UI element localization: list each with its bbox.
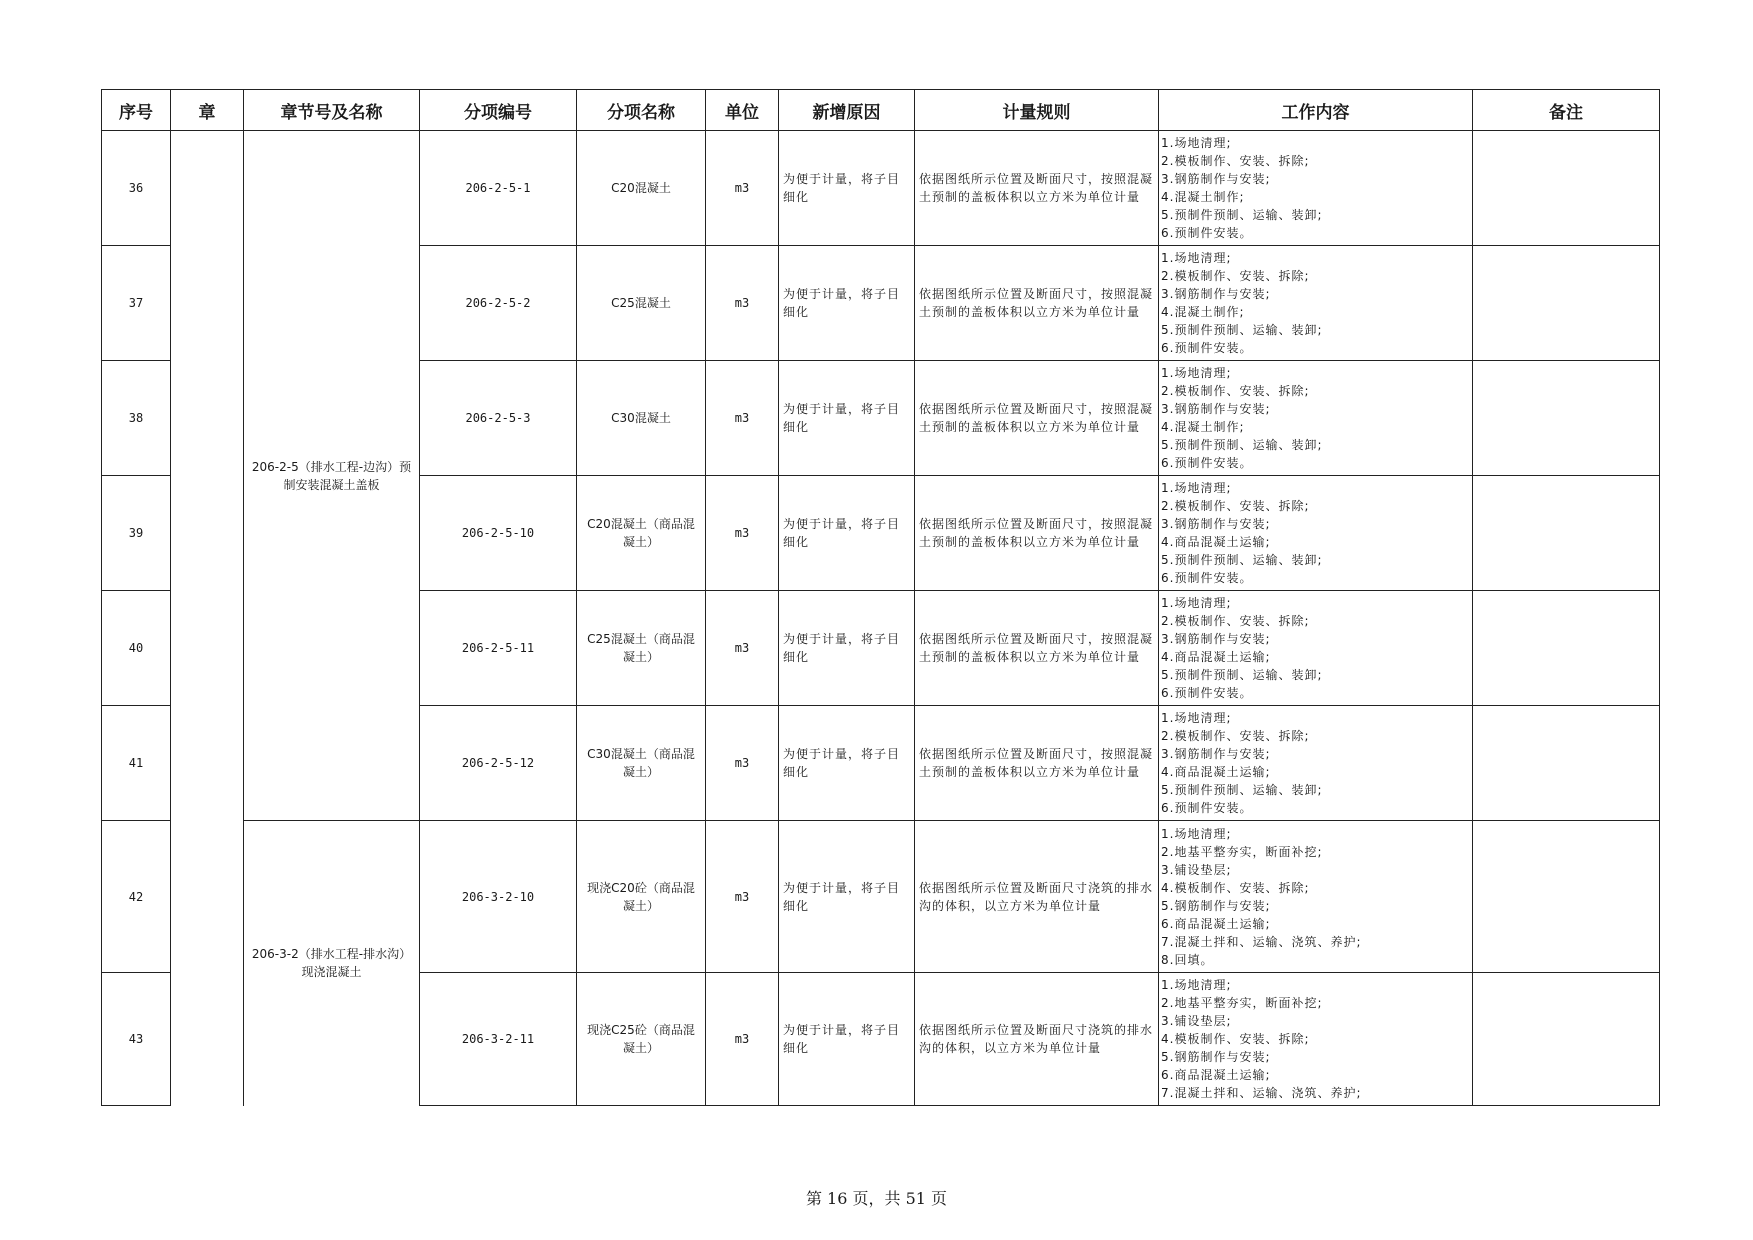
work-content-cell: 1.场地清理; 2.地基平整夯实，断面补挖; 3.铺设垫层; 4.模板制作、安装、拆除; 5.钢筋制作与安装; 6.商品混凝土运输; 7.混凝土拌和、运输、浇筑、养护;	[1159, 973, 1473, 1106]
remark-cell	[1473, 591, 1660, 706]
rule-cell: 依据图纸所示位置及断面尺寸浇筑的排水沟的体积，以立方米为单位计量	[915, 973, 1159, 1106]
item-code-cell: 206-2-5-2	[420, 246, 577, 361]
remark-cell	[1473, 821, 1660, 973]
remark-cell	[1473, 973, 1660, 1106]
item-code-cell: 206-2-5-3	[420, 361, 577, 476]
seq-cell: 41	[102, 706, 171, 821]
unit-cell: m3	[706, 361, 779, 476]
seq-cell: 37	[102, 246, 171, 361]
rule-cell: 依据图纸所示位置及断面尺寸，按照混凝土预制的盖板体积以立方米为单位计量	[915, 361, 1159, 476]
item-code-cell: 206-2-5-12	[420, 706, 577, 821]
page-footer: 第 16 页，共 51 页	[805, 1189, 948, 1208]
seq-cell: 39	[102, 476, 171, 591]
reason-cell: 为便于计量，将子目细化	[779, 476, 915, 591]
item-code-cell: 206-2-5-1	[420, 131, 577, 246]
section-cell: 206-2-5（排水工程-边沟）预制安装混凝土盖板	[244, 131, 420, 821]
reason-cell: 为便于计量，将子目细化	[779, 821, 915, 973]
rule-cell: 依据图纸所示位置及断面尺寸，按照混凝土预制的盖板体积以立方米为单位计量	[915, 706, 1159, 821]
table-row	[102, 131, 1660, 246]
remark-cell	[1473, 246, 1660, 361]
measurement-table-sheet	[101, 89, 1659, 1111]
header-unit: 单位	[706, 90, 779, 131]
reason-cell: 为便于计量，将子目细化	[779, 591, 915, 706]
remark-cell	[1473, 476, 1660, 591]
item-name-cell: C25混凝土（商品混凝土）	[577, 591, 706, 706]
unit-cell: m3	[706, 246, 779, 361]
header-seq: 序号	[102, 90, 171, 131]
reason-cell: 为便于计量，将子目细化	[779, 131, 915, 246]
item-code-cell: 206-3-2-11	[420, 973, 577, 1106]
header-remark: 备注	[1473, 90, 1660, 131]
header-item-name: 分项名称	[577, 90, 706, 131]
work-content-cell: 1.场地清理; 2.模板制作、安装、拆除; 3.钢筋制作与安装; 4.混凝土制作; 5.预制件预制、运输、装卸; 6.预制件安装。	[1159, 246, 1473, 361]
remark-cell	[1473, 706, 1660, 821]
reason-cell: 为便于计量，将子目细化	[779, 706, 915, 821]
unit-cell: m3	[706, 131, 779, 246]
unit-cell: m3	[706, 821, 779, 973]
reason-cell: 为便于计量，将子目细化	[779, 246, 915, 361]
item-code-cell: 206-2-5-11	[420, 591, 577, 706]
reason-cell: 为便于计量，将子目细化	[779, 361, 915, 476]
item-code-cell: 206-3-2-10	[420, 821, 577, 973]
item-name-cell: C20混凝土（商品混凝土）	[577, 476, 706, 591]
header-section: 章节号及名称	[244, 90, 420, 131]
reason-cell: 为便于计量，将子目细化	[779, 973, 915, 1106]
header-row	[102, 90, 1660, 131]
measurement-table	[101, 89, 1660, 1106]
rule-cell: 依据图纸所示位置及断面尺寸，按照混凝土预制的盖板体积以立方米为单位计量	[915, 246, 1159, 361]
work-content-cell: 1.场地清理; 2.模板制作、安装、拆除; 3.钢筋制作与安装; 4.商品混凝土运输; 5.预制件预制、运输、装卸; 6.预制件安装。	[1159, 476, 1473, 591]
item-code-cell: 206-2-5-10	[420, 476, 577, 591]
header-item-code: 分项编号	[420, 90, 577, 131]
work-content-cell: 1.场地清理; 2.模板制作、安装、拆除; 3.钢筋制作与安装; 4.商品混凝土运输; 5.预制件预制、运输、装卸; 6.预制件安装。	[1159, 591, 1473, 706]
header-reason: 新增原因	[779, 90, 915, 131]
work-content-cell: 1.场地清理; 2.地基平整夯实，断面补挖; 3.铺设垫层; 4.模板制作、安装、拆除; 5.钢筋制作与安装; 6.商品混凝土运输; 7.混凝土拌和、运输、浇筑、养护; 8.回填。	[1159, 821, 1473, 973]
unit-cell: m3	[706, 476, 779, 591]
remark-cell	[1473, 361, 1660, 476]
seq-cell: 42	[102, 821, 171, 973]
unit-cell: m3	[706, 591, 779, 706]
seq-cell: 40	[102, 591, 171, 706]
item-name-cell: C20混凝土	[577, 131, 706, 246]
rule-cell: 依据图纸所示位置及断面尺寸，按照混凝土预制的盖板体积以立方米为单位计量	[915, 591, 1159, 706]
work-content-cell: 1.场地清理; 2.模板制作、安装、拆除; 3.钢筋制作与安装; 4.商品混凝土运输; 5.预制件预制、运输、装卸; 6.预制件安装。	[1159, 706, 1473, 821]
remark-cell	[1473, 131, 1660, 246]
item-name-cell: C30混凝土（商品混凝土）	[577, 706, 706, 821]
header-rule: 计量规则	[915, 90, 1159, 131]
work-content-cell: 1.场地清理; 2.模板制作、安装、拆除; 3.钢筋制作与安装; 4.混凝土制作; 5.预制件预制、运输、装卸; 6.预制件安装。	[1159, 131, 1473, 246]
header-chapter: 章	[171, 90, 244, 131]
item-name-cell: C30混凝土	[577, 361, 706, 476]
table-row	[102, 821, 1660, 973]
rule-cell: 依据图纸所示位置及断面尺寸，按照混凝土预制的盖板体积以立方米为单位计量	[915, 476, 1159, 591]
rule-cell: 依据图纸所示位置及断面尺寸，按照混凝土预制的盖板体积以立方米为单位计量	[915, 131, 1159, 246]
header-work: 工作内容	[1159, 90, 1473, 131]
item-name-cell: 现浇C25砼（商品混凝土）	[577, 973, 706, 1106]
seq-cell: 43	[102, 973, 171, 1106]
work-content-cell: 1.场地清理; 2.模板制作、安装、拆除; 3.钢筋制作与安装; 4.混凝土制作; 5.预制件预制、运输、装卸; 6.预制件安装。	[1159, 361, 1473, 476]
section-cell: 206-3-2（排水工程-排水沟）现浇混凝土	[244, 821, 420, 1106]
rule-cell: 依据图纸所示位置及断面尺寸浇筑的排水沟的体积，以立方米为单位计量	[915, 821, 1159, 973]
unit-cell: m3	[706, 706, 779, 821]
unit-cell: m3	[706, 973, 779, 1106]
seq-cell: 38	[102, 361, 171, 476]
item-name-cell: 现浇C20砼（商品混凝土）	[577, 821, 706, 973]
item-name-cell: C25混凝土	[577, 246, 706, 361]
chapter-cell	[171, 131, 244, 1106]
seq-cell: 36	[102, 131, 171, 246]
